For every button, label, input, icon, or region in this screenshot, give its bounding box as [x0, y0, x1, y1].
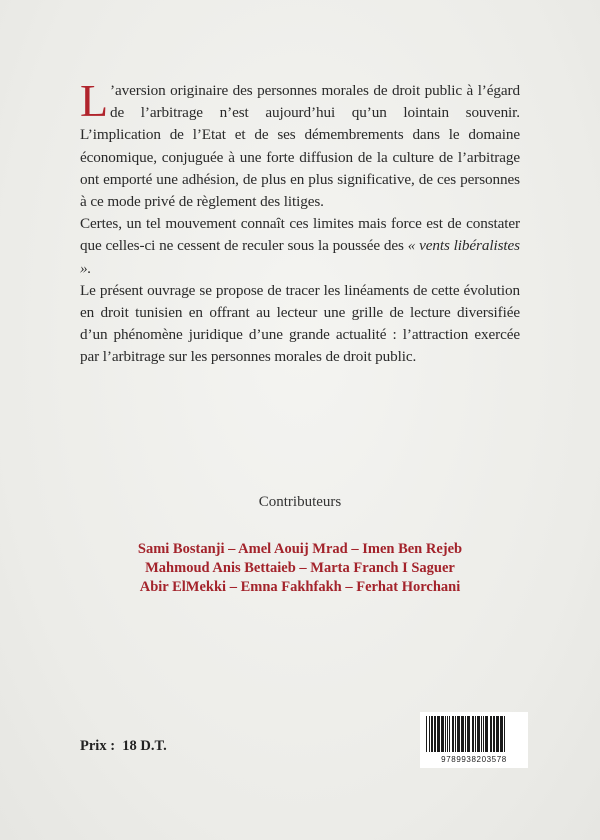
barcode-bars — [424, 716, 524, 756]
contributors-line: Abir ElMekki – Emna Fakhfakh – Ferhat Horchani — [139, 579, 461, 595]
barcode-bar — [449, 716, 450, 752]
barcode-bar — [426, 716, 427, 752]
barcode-bar — [431, 716, 433, 752]
price — [80, 738, 167, 755]
paragraph-3: Le présent ouvrage se propose de tracer les linéaments de cette évolution en droit tunisien en offrant au lecteur une grille de lecture diversifiée d’un phénomène juridique d’une grande actualité : l’attraction exercée par l’arbitrage sur les personnes morales de droit public. — [80, 281, 520, 366]
barcode-bar — [493, 716, 495, 752]
barcode-bar — [490, 716, 492, 752]
barcode-bar — [429, 716, 430, 752]
barcode-bar — [472, 716, 474, 752]
barcode-bar — [467, 716, 470, 752]
barcode — [420, 712, 528, 768]
barcode-bar — [457, 716, 460, 752]
paragraph-2-quote: « vents libéralistes ». — [80, 237, 520, 277]
paragraph-1 — [80, 75, 520, 213]
paragraph-1-text: ’aversion originaire des personnes morales de droit public à l’égard de l’arbitrage n’est aujourd’hui qu’un lointain souvenir. L’implication de l’Etat et de ses démembrements dans le domaine économique, conjuguée à une forte diffusion de la culture de l’arbitrage ont emporté une adhésion, de plus en plus significative, de ces personnes à ce mode privé de règlement des litiges. — [80, 82, 520, 211]
barcode-bar — [445, 716, 446, 752]
barcode-bar — [434, 716, 436, 752]
barcode-bar — [461, 716, 464, 752]
barcode-bar — [481, 716, 482, 752]
barcode-bar — [452, 716, 454, 752]
barcode-bar — [496, 716, 499, 752]
barcode-bar — [455, 716, 456, 752]
contributors-heading: Contributeurs — [258, 494, 342, 510]
barcode-bar — [437, 716, 440, 752]
barcode-bar — [475, 716, 476, 752]
paragraph-2 — [80, 213, 520, 280]
price-label: Prix : — [80, 738, 116, 754]
barcode-bar — [477, 716, 480, 752]
drop-cap: L — [80, 75, 108, 126]
contributors-line: Mahmoud Anis Bettaieb – Marta Franch I Saguer — [145, 560, 455, 576]
barcode-bar — [485, 716, 488, 752]
barcode-number: 9789938203578 — [441, 755, 507, 764]
price-value: 18 D.T. — [122, 738, 167, 754]
barcode-bar — [504, 716, 505, 752]
blurb-text — [80, 75, 520, 369]
barcode-bar — [483, 716, 484, 752]
contributors-list — [0, 540, 600, 597]
barcode-bar — [447, 716, 448, 752]
barcode-bar — [441, 716, 444, 752]
barcode-bar — [465, 716, 466, 752]
barcode-bar — [500, 716, 503, 752]
contributors-line: Sami Bostanji – Amel Aouij Mrad – Imen Ben Rejeb — [137, 541, 463, 557]
paragraph-2-text: Certes, un tel mouvement connaît ces limites mais force est de constater que celles-ci ne cessent de reculer sous la poussée des — [80, 215, 520, 255]
